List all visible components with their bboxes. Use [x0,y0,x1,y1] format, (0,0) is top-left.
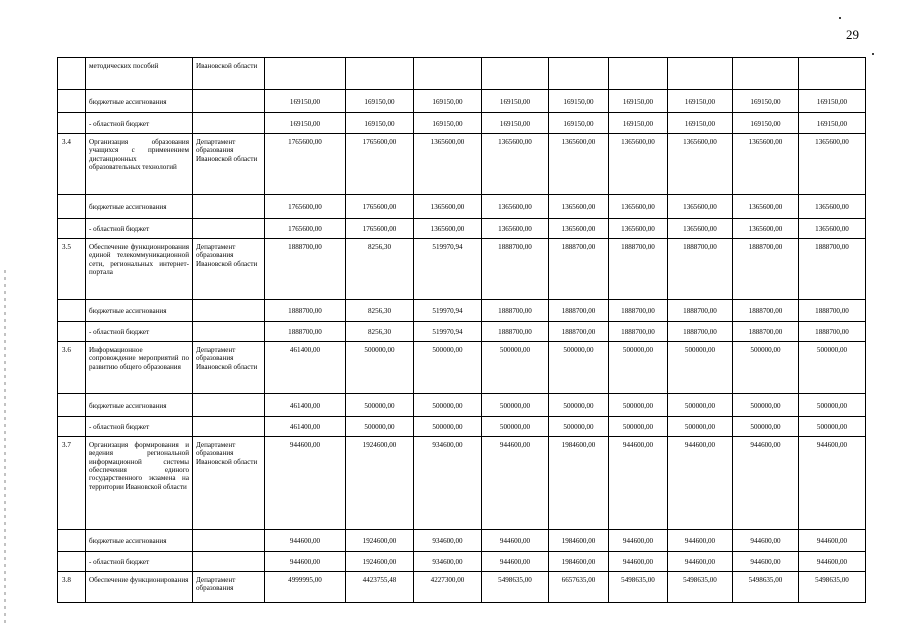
amount-cell: 1365600,00 [668,195,733,219]
budget-label-cell: бюджетные ассигнования [86,195,193,219]
amount-cell: 169150,00 [549,113,609,134]
amount-cell: 1924600,00 [346,552,414,572]
amount-cell: 169150,00 [414,113,482,134]
amount-cell: 500000,00 [346,342,414,394]
empty-number-cell [58,394,86,417]
budget-label-cell: бюджетные ассигнования [86,300,193,322]
amount-cell: 1888700,00 [609,300,668,322]
amount-cell: 1888700,00 [265,322,346,342]
empty-number-cell [58,113,86,134]
amount-cell: 944600,00 [733,530,799,552]
amount-cell: 944600,00 [733,552,799,572]
amount-cell: 1365600,00 [609,134,668,195]
amount-cell: 944600,00 [668,530,733,552]
amount-cell: 1888700,00 [482,322,549,342]
budget-row [58,219,866,239]
page-number: 29 [846,27,859,42]
budget-row [58,417,866,437]
executor-cell: Департамент образования Ивановской области [193,239,265,300]
empty-executor-cell [193,394,265,417]
scan-edge-mark [4,270,6,625]
activity-number-cell: 3.6 [58,342,86,394]
empty-number-cell [58,322,86,342]
amount-cell: 1765600,00 [265,195,346,219]
empty-executor-cell [193,219,265,239]
amount-cell: 1888700,00 [733,239,799,300]
activity-number-cell: 3.8 [58,572,86,603]
empty-executor-cell [193,195,265,219]
amount-cell: 1888700,00 [265,300,346,322]
amount-cell: 461400,00 [265,394,346,417]
activity-row [58,437,866,530]
amount-cell: 944600,00 [799,530,866,552]
amount-cell: 1365600,00 [414,195,482,219]
amount-cell: 934600,00 [414,530,482,552]
amount-cell: 944600,00 [799,552,866,572]
amount-cell: 500000,00 [609,417,668,437]
amount-cell: 934600,00 [414,552,482,572]
amount-cell: 934600,00 [414,437,482,530]
amount-cell: 1984600,00 [549,437,609,530]
amount-cell: 169150,00 [799,90,866,113]
amount-cell: 1365600,00 [799,134,866,195]
amount-cell: 1365600,00 [482,134,549,195]
budget-label-cell: - областной бюджет [86,552,193,572]
amount-cell: 8256,30 [346,322,414,342]
budget-row [58,300,866,322]
amount-cell: 500000,00 [414,342,482,394]
amount-cell: 169150,00 [609,90,668,113]
amount-cell: 6657635,00 [549,572,609,603]
amount-cell: 169150,00 [733,90,799,113]
amount-cell: 1365600,00 [549,195,609,219]
executor-cell: Департамент образования Ивановской области [193,437,265,530]
amount-cell [668,58,733,90]
activity-number-cell: 3.5 [58,239,86,300]
empty-number-cell [58,219,86,239]
activity-row [58,239,866,300]
amount-cell: 500000,00 [549,394,609,417]
amount-cell: 500000,00 [414,417,482,437]
amount-cell: 500000,00 [733,394,799,417]
budget-label-cell: - областной бюджет [86,322,193,342]
amount-cell: 1365600,00 [549,134,609,195]
amount-cell: 500000,00 [482,394,549,417]
activity-row [58,58,866,90]
amount-cell: 500000,00 [733,342,799,394]
amount-cell: 500000,00 [799,417,866,437]
amount-cell: 5498635,00 [799,572,866,603]
amount-cell: 500000,00 [482,342,549,394]
amount-cell: 1888700,00 [609,322,668,342]
budget-row [58,113,866,134]
budget-label-cell: - областной бюджет [86,219,193,239]
amount-cell: 944600,00 [733,437,799,530]
amount-cell: 944600,00 [265,437,346,530]
activity-description-cell: Обеспечение функционирования единой телекоммуникационной сети, региональных интернет-портала [86,239,193,300]
amount-cell: 1888700,00 [799,300,866,322]
amount-cell: 500000,00 [609,394,668,417]
amount-cell: 1365600,00 [609,195,668,219]
amount-cell: 1765600,00 [346,219,414,239]
amount-cell: 169150,00 [668,113,733,134]
amount-cell: 1365600,00 [799,195,866,219]
amount-cell [549,58,609,90]
activity-row [58,342,866,394]
budget-row [58,394,866,417]
activity-number-cell: 3.4 [58,134,86,195]
empty-executor-cell [193,322,265,342]
amount-cell: 944600,00 [609,552,668,572]
amount-cell: 8256,30 [346,300,414,322]
amount-cell: 1888700,00 [609,239,668,300]
amount-cell: 461400,00 [265,342,346,394]
amount-cell: 8256,30 [346,239,414,300]
amount-cell: 1888700,00 [799,239,866,300]
amount-cell: 1365600,00 [733,195,799,219]
amount-cell: 519970,94 [414,322,482,342]
amount-cell: 1365600,00 [549,219,609,239]
amount-cell: 1765600,00 [346,134,414,195]
amount-cell: 944600,00 [609,530,668,552]
empty-executor-cell [193,552,265,572]
amount-cell: 500000,00 [609,342,668,394]
budget-row [58,195,866,219]
amount-cell: 169150,00 [346,113,414,134]
activity-row [58,134,866,195]
amount-cell: 1365600,00 [414,134,482,195]
amount-cell: 500000,00 [549,417,609,437]
amount-cell: 1888700,00 [265,239,346,300]
amount-cell: 169150,00 [414,90,482,113]
budget-label-cell: - областной бюджет [86,417,193,437]
budget-label-cell: бюджетные ассигнования [86,530,193,552]
budget-table [57,57,866,603]
empty-number-cell [58,530,86,552]
activity-description-cell: Обеспечение функционирования [86,572,193,603]
empty-executor-cell [193,113,265,134]
amount-cell: 500000,00 [799,342,866,394]
empty-number-cell [58,195,86,219]
amount-cell: 169150,00 [799,113,866,134]
amount-cell: 4999995,00 [265,572,346,603]
amount-cell: 500000,00 [733,417,799,437]
amount-cell [609,58,668,90]
amount-cell [482,58,549,90]
amount-cell: 1365600,00 [668,219,733,239]
amount-cell: 944600,00 [668,437,733,530]
amount-cell: 944600,00 [799,437,866,530]
amount-cell: 1765600,00 [265,219,346,239]
amount-cell: 500000,00 [414,394,482,417]
executor-cell: Департамент образования Ивановской области [193,134,265,195]
activity-number-cell: 3.7 [58,437,86,530]
amount-cell: 169150,00 [265,113,346,134]
activity-number-cell [58,58,86,90]
amount-cell: 4423755,48 [346,572,414,603]
executor-cell: Департамент образования [193,572,265,603]
amount-cell: 944600,00 [265,530,346,552]
budget-row [58,552,866,572]
empty-executor-cell [193,300,265,322]
amount-cell: 169150,00 [733,113,799,134]
amount-cell: 5498635,00 [609,572,668,603]
amount-cell: 1365600,00 [482,195,549,219]
budget-row [58,90,866,113]
amount-cell: 5498635,00 [482,572,549,603]
amount-cell: 1888700,00 [549,322,609,342]
amount-cell: 5498635,00 [733,572,799,603]
amount-cell: 1888700,00 [733,300,799,322]
amount-cell: 1984600,00 [549,530,609,552]
amount-cell: 169150,00 [265,90,346,113]
activity-description-cell: Организация образования учащихся с применением дистанционных образовательных технологий [86,134,193,195]
amount-cell: 1888700,00 [482,300,549,322]
amount-cell: 519970,94 [414,300,482,322]
budget-row [58,322,866,342]
amount-cell: 169150,00 [549,90,609,113]
amount-cell: 1365600,00 [668,134,733,195]
budget-row [58,530,866,552]
amount-cell [799,58,866,90]
budget-label-cell: бюджетные ассигнования [86,90,193,113]
empty-number-cell [58,300,86,322]
amount-cell: 500000,00 [668,417,733,437]
amount-cell [346,58,414,90]
amount-cell: 500000,00 [799,394,866,417]
amount-cell: 1888700,00 [549,300,609,322]
scan-speck [839,17,841,19]
activity-description-cell: методических пособий [86,58,193,90]
amount-cell: 1888700,00 [799,322,866,342]
activity-description-cell: Информационное сопровождение мероприятий по развитию общего образования [86,342,193,394]
budget-label-cell: бюджетные ассигнования [86,394,193,417]
amount-cell: 1365600,00 [799,219,866,239]
amount-cell: 519970,94 [414,239,482,300]
amount-cell: 1924600,00 [346,437,414,530]
amount-cell: 1765600,00 [265,134,346,195]
amount-cell: 1888700,00 [668,239,733,300]
amount-cell: 944600,00 [482,530,549,552]
amount-cell: 169150,00 [482,113,549,134]
amount-cell: 1984600,00 [549,552,609,572]
amount-cell: 500000,00 [346,417,414,437]
amount-cell: 500000,00 [668,342,733,394]
amount-cell: 944600,00 [668,552,733,572]
budget-label-cell: - областной бюджет [86,113,193,134]
amount-cell: 1365600,00 [609,219,668,239]
empty-number-cell [58,90,86,113]
amount-cell: 1888700,00 [733,322,799,342]
amount-cell: 1365600,00 [414,219,482,239]
activity-row [58,572,866,603]
amount-cell: 5498635,00 [668,572,733,603]
empty-number-cell [58,552,86,572]
empty-executor-cell [193,90,265,113]
executor-cell: Департамент образования Ивановской области [193,342,265,394]
amount-cell: 500000,00 [346,394,414,417]
amount-cell [265,58,346,90]
activity-description-cell: Организация формирования и ведения региональной информационной системы обеспечения единого государственного экзамена на территории Ивановской области [86,437,193,530]
amount-cell: 169150,00 [668,90,733,113]
amount-cell: 944600,00 [482,437,549,530]
amount-cell: 1365600,00 [733,219,799,239]
executor-cell: Ивановской области [193,58,265,90]
amount-cell: 1888700,00 [668,322,733,342]
amount-cell: 1924600,00 [346,530,414,552]
empty-executor-cell [193,417,265,437]
amount-cell: 500000,00 [549,342,609,394]
amount-cell: 1888700,00 [549,239,609,300]
amount-cell: 1888700,00 [482,239,549,300]
amount-cell [733,58,799,90]
amount-cell: 1365600,00 [482,219,549,239]
amount-cell: 944600,00 [609,437,668,530]
empty-number-cell [58,417,86,437]
amount-cell: 500000,00 [482,417,549,437]
amount-cell: 169150,00 [482,90,549,113]
scan-speck [872,53,874,55]
amount-cell: 1765600,00 [346,195,414,219]
amount-cell: 4227300,00 [414,572,482,603]
amount-cell: 461400,00 [265,417,346,437]
amount-cell: 169150,00 [346,90,414,113]
amount-cell: 1888700,00 [668,300,733,322]
amount-cell: 944600,00 [482,552,549,572]
amount-cell: 1365600,00 [733,134,799,195]
amount-cell: 500000,00 [668,394,733,417]
empty-executor-cell [193,530,265,552]
amount-cell: 169150,00 [609,113,668,134]
amount-cell [414,58,482,90]
amount-cell: 944600,00 [265,552,346,572]
